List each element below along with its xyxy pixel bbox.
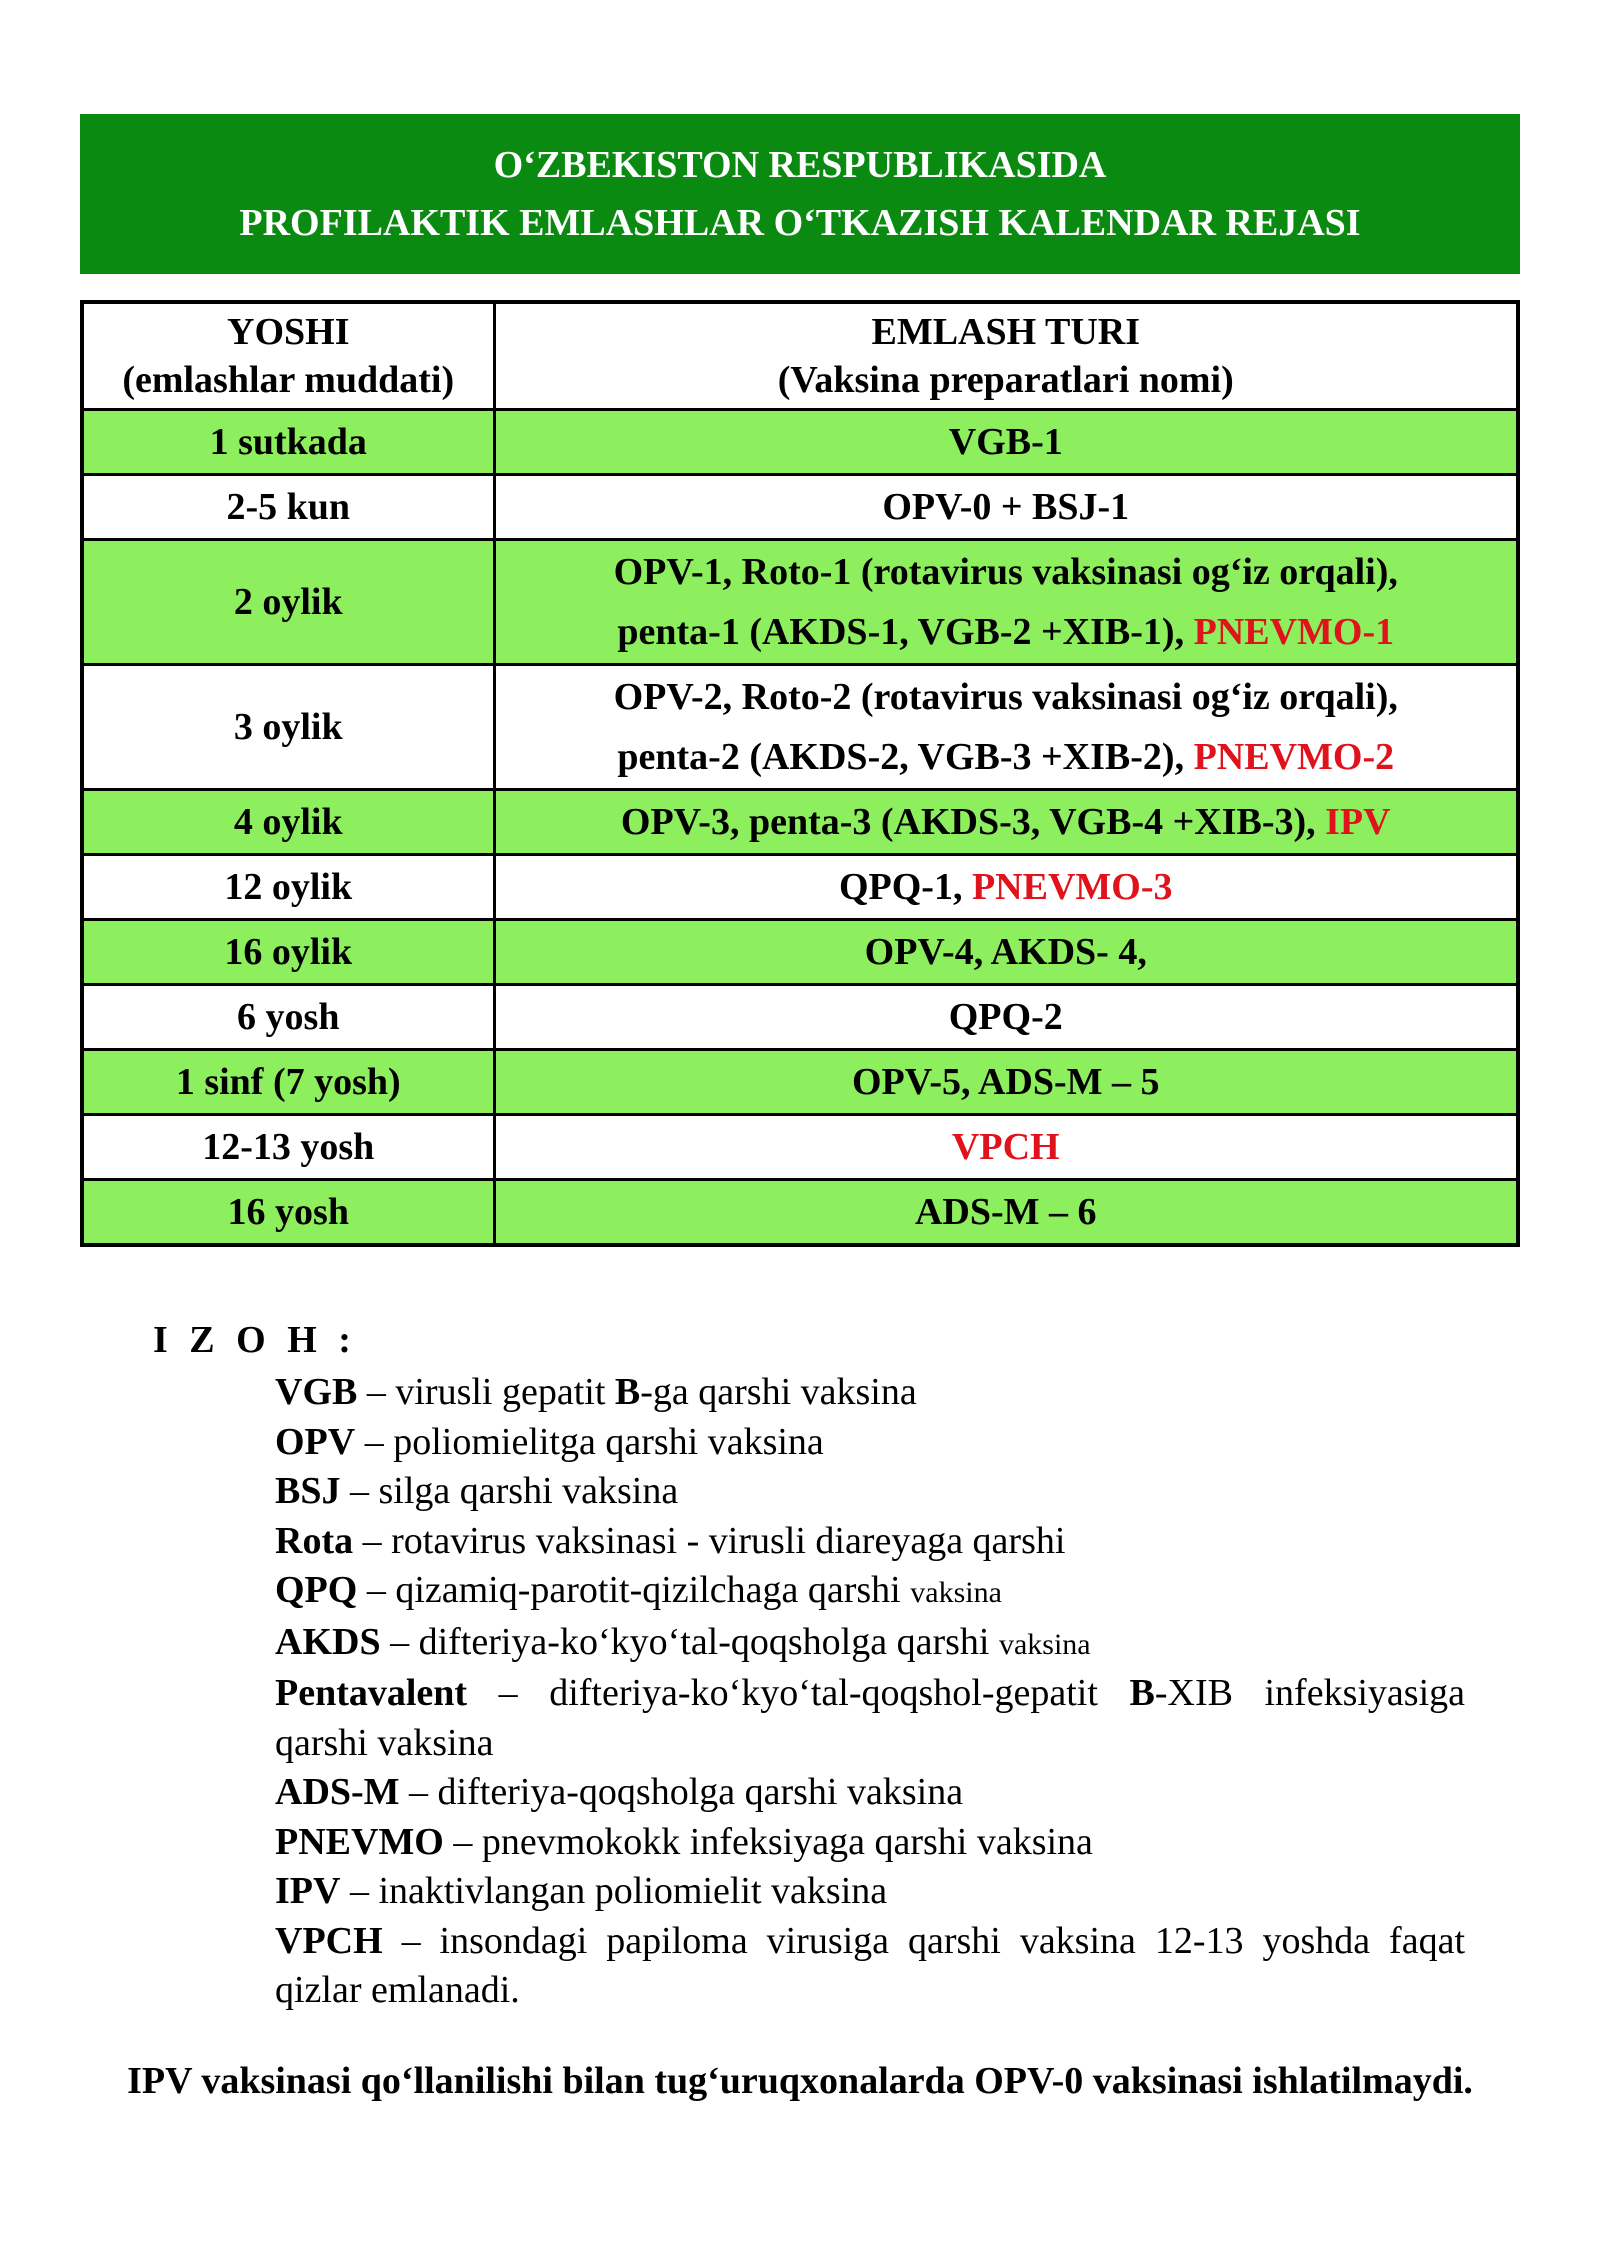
vaccine-line-2 bbox=[502, 727, 1511, 787]
vaccine-cell bbox=[494, 790, 1518, 855]
column-header-age-title: YOSHI bbox=[227, 311, 350, 353]
vaccine-line-1: OPV-2, Roto-2 (rotavirus vaksinasi og‘iz orqali), bbox=[613, 676, 1398, 718]
age-cell: 12-13 yosh bbox=[82, 1115, 494, 1180]
notes-list bbox=[275, 1368, 1465, 2016]
note-desc: – silga qarshi vaksina bbox=[340, 1470, 679, 1512]
note-term: VGB bbox=[275, 1371, 358, 1413]
column-header-age bbox=[82, 302, 494, 410]
vaccine-cell: VGB-1 bbox=[494, 410, 1518, 475]
note-term: QPQ bbox=[275, 1569, 358, 1611]
note-desc: – pnevmokokk infeksiyaga qarshi vaksina bbox=[443, 1820, 1093, 1863]
note-desc: – qizamiq-parotit-qizilchaga qarshi bbox=[357, 1569, 911, 1611]
note-item bbox=[275, 1517, 1465, 1567]
note-item bbox=[275, 1867, 1465, 1917]
note-term-inline: B bbox=[614, 1371, 641, 1413]
table-row bbox=[82, 985, 1518, 1050]
vaccine-line-2 bbox=[502, 602, 1511, 662]
vaccine-cell bbox=[494, 540, 1518, 665]
note-item bbox=[275, 1618, 1465, 1670]
table-row bbox=[82, 410, 1518, 475]
vaccination-schedule-table bbox=[80, 300, 1520, 1247]
table-header-row bbox=[82, 302, 1518, 410]
note-desc-cont: -ga qarshi vaksina bbox=[640, 1371, 917, 1413]
note-desc: – inaktivlangan poliomielit vaksina bbox=[340, 1870, 888, 1912]
table-row bbox=[82, 1180, 1518, 1246]
vaccine-cell bbox=[494, 855, 1518, 920]
table-row bbox=[82, 475, 1518, 540]
age-cell: 16 yosh bbox=[82, 1180, 494, 1246]
note-term: OPV bbox=[275, 1420, 356, 1463]
age-cell: 6 yosh bbox=[82, 985, 494, 1050]
age-cell: 3 oylik bbox=[82, 665, 494, 790]
age-cell: 4 oylik bbox=[82, 790, 494, 855]
page-title-banner bbox=[80, 114, 1520, 274]
column-header-vaccine-title: EMLASH TURI bbox=[871, 311, 1141, 353]
column-header-vaccine-subtitle: (Vaksina preparatlari nomi) bbox=[777, 359, 1234, 401]
table-row bbox=[82, 855, 1518, 920]
note-item bbox=[275, 1768, 1465, 1818]
note-desc-small: vaksina bbox=[910, 1576, 1002, 1609]
vaccine-highlight: IPV bbox=[1325, 801, 1391, 843]
vaccine-highlight: PNEVMO-2 bbox=[1193, 736, 1395, 778]
note-desc: – difteriya-ko‘kyo‘tal-qoqsholga qarshi bbox=[380, 1620, 999, 1663]
note-item bbox=[275, 1818, 1465, 1868]
table-row bbox=[82, 1115, 1518, 1180]
table-row bbox=[82, 665, 1518, 790]
vaccine-line-1: OPV-1, Roto-1 (rotavirus vaksinasi og‘iz orqali), bbox=[613, 551, 1398, 593]
note-desc-cont: -XIB infeksiyasiga qarshi vaksina bbox=[275, 1672, 1466, 1764]
vaccine-cell bbox=[494, 665, 1518, 790]
note-desc: – virusli gepatit bbox=[357, 1371, 615, 1413]
note-term: AKDS bbox=[275, 1620, 381, 1663]
title-line-2: PROFILAKTIK EMLASHLAR O‘TKAZISH KALENDAR REJASI bbox=[239, 202, 1361, 244]
note-desc: – rotavirus vaksinasi - virusli diareyaga qarshi bbox=[353, 1519, 1066, 1562]
note-desc: – difteriya-qoqsholga qarshi vaksina bbox=[399, 1771, 964, 1813]
note-item bbox=[275, 1418, 1465, 1468]
note-term: Pentavalent bbox=[275, 1672, 468, 1714]
vaccine-cell: OPV-5, ADS-M – 5 bbox=[494, 1050, 1518, 1115]
note-term: BSJ bbox=[275, 1470, 341, 1512]
vaccine-text: OPV-3, penta-3 (AKDS-3, VGB-4 +XIB-3), bbox=[620, 801, 1326, 843]
vaccine-cell: OPV-0 + BSJ-1 bbox=[494, 475, 1518, 540]
title-line-1: O‘ZBEKISTON RESPUBLIKASIDA bbox=[493, 144, 1107, 186]
age-cell: 16 oylik bbox=[82, 920, 494, 985]
note-desc: – insondagi papiloma virusiga qarshi vaksina 12-13 yoshda faqat qizlar emlanadi. bbox=[275, 1919, 1465, 2011]
table-row bbox=[82, 790, 1518, 855]
vaccine-cell: OPV-4, AKDS- 4, bbox=[494, 920, 1518, 985]
age-cell: 1 sinf (7 yosh) bbox=[82, 1050, 494, 1115]
note-item bbox=[275, 1368, 1465, 1418]
note-desc-small: vaksina bbox=[998, 1627, 1091, 1661]
vaccine-cell: VPCH bbox=[494, 1115, 1518, 1180]
vaccine-highlight: PNEVMO-1 bbox=[1193, 611, 1395, 653]
note-term: IPV bbox=[275, 1870, 341, 1912]
column-header-age-subtitle: (emlashlar muddati) bbox=[122, 359, 455, 401]
footer-note: IPV vaksinasi qo‘llanilishi bilan tug‘uruqxonalarda OPV-0 vaksinasi ishlatilmaydi. bbox=[127, 2060, 1473, 2102]
column-header-vaccine bbox=[494, 302, 1518, 410]
note-desc: – poliomielitga qarshi vaksina bbox=[355, 1420, 824, 1463]
table-row bbox=[82, 920, 1518, 985]
note-item bbox=[275, 1566, 1465, 1618]
vaccine-cell: ADS-M – 6 bbox=[494, 1180, 1518, 1246]
table-row bbox=[82, 1050, 1518, 1115]
note-term: PNEVMO bbox=[275, 1820, 444, 1863]
note-term: VPCH bbox=[275, 1919, 383, 1962]
vaccine-highlight: PNEVMO-3 bbox=[971, 866, 1173, 908]
vaccine-text: QPQ-1, bbox=[838, 866, 972, 908]
age-cell: 12 oylik bbox=[82, 855, 494, 920]
note-desc: – difteriya-ko‘kyo‘tal-qoqshol-gepatit bbox=[467, 1672, 1130, 1714]
age-cell: 2 oylik bbox=[82, 540, 494, 665]
note-item bbox=[275, 1669, 1465, 1768]
vaccine-text: penta-1 (AKDS-1, VGB-2 +XIB-1), bbox=[617, 611, 1194, 653]
vaccine-text: penta-2 (AKDS-2, VGB-3 +XIB-2), bbox=[617, 736, 1194, 778]
note-term: Rota bbox=[275, 1519, 354, 1562]
table-row bbox=[82, 540, 1518, 665]
notes-title: I Z O H : bbox=[153, 1319, 357, 1361]
note-item bbox=[275, 1467, 1465, 1517]
note-term-inline: B bbox=[1129, 1672, 1155, 1714]
age-cell: 1 sutkada bbox=[82, 410, 494, 475]
note-term: ADS-M bbox=[275, 1771, 400, 1813]
age-cell: 2-5 kun bbox=[82, 475, 494, 540]
note-item bbox=[275, 1917, 1465, 2016]
vaccine-cell: QPQ-2 bbox=[494, 985, 1518, 1050]
